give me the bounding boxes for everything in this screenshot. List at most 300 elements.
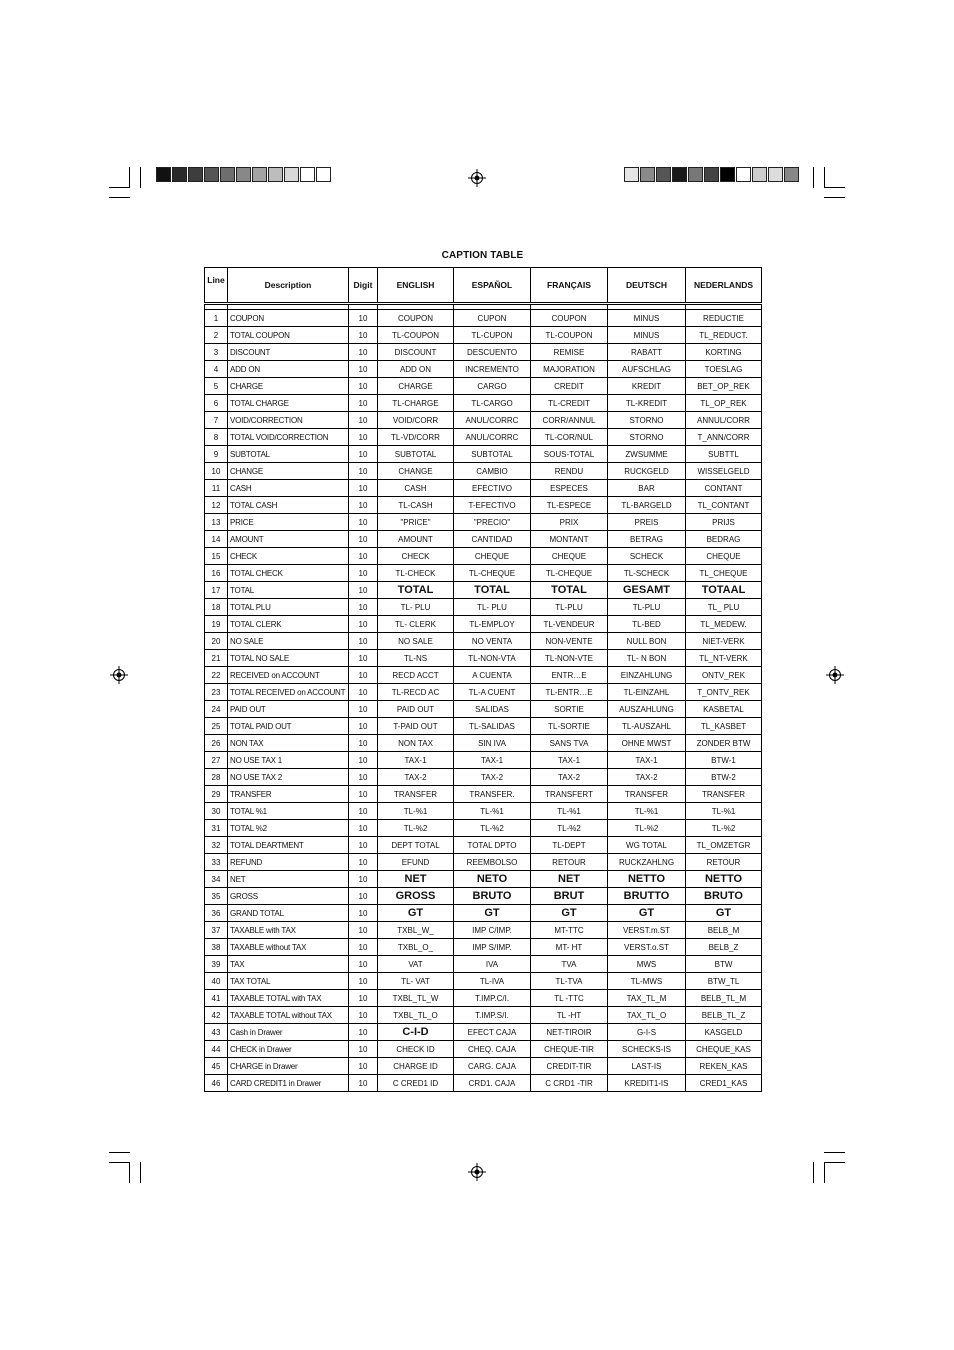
table-row [205,344,762,361]
cell-english: NO SALE [378,633,454,650]
table-row [205,684,762,701]
cell-francais: TL -HT [531,1007,608,1024]
cell-line: 16 [205,565,228,582]
cell-deutsch: G-I-S [608,1024,686,1041]
cell-english: COUPON [378,310,454,327]
cell-nederlands: TL_OMZETGR [686,837,762,854]
cell-line: 26 [205,735,228,752]
cell-espanol: TL-A CUENT [454,684,531,701]
cell-francais: MT- HT [531,939,608,956]
cell-francais: MONTANT [531,531,608,548]
cell-description: SUBTOTAL [228,446,349,463]
cell-digit: 10 [349,667,378,684]
cell-deutsch: TAX-2 [608,769,686,786]
table-row [205,446,762,463]
cell-nederlands: BELB_M [686,922,762,939]
cell-nederlands: BELB_TL_Z [686,1007,762,1024]
cell-line: 4 [205,361,228,378]
cell-deutsch: GESAMT [608,582,686,599]
cell-description: TOTAL RECEIVED on ACCOUNT [228,684,349,701]
cell-description: CHECK in Drawer [228,1041,349,1058]
cell-english: TL-CHECK [378,565,454,582]
cell-espanol: A CUENTA [454,667,531,684]
calibration-swatch [252,167,267,182]
cell-espanol: TRANSFER. [454,786,531,803]
cell-line: 39 [205,956,228,973]
table-row [205,378,762,395]
cell-francais: C CRD1 -TIR [531,1075,608,1092]
cell-nederlands: GT [686,905,762,922]
cell-description: COUPON [228,310,349,327]
cell-line: 32 [205,837,228,854]
registration-mark-icon [826,666,844,684]
cell-deutsch: BRUTTO [608,888,686,905]
cell-digit: 10 [349,922,378,939]
table-row [205,548,762,565]
cell-digit: 10 [349,752,378,769]
cell-espanol: TL- PLU [454,599,531,616]
column-header-line: Line [205,268,228,304]
cell-english: EFUND [378,854,454,871]
cell-espanol: CAMBIO [454,463,531,480]
cell-francais: RENDU [531,463,608,480]
table-row [205,701,762,718]
table-row [205,616,762,633]
cell-deutsch: RUCKZAHLNG [608,854,686,871]
cell-english: CHARGE [378,378,454,395]
table-row [205,735,762,752]
cell-nederlands: REKEN_KAS [686,1058,762,1075]
calibration-swatch [720,167,735,182]
cell-description: TAXABLE without TAX [228,939,349,956]
cell-espanol: GT [454,905,531,922]
cell-espanol: BRUTO [454,888,531,905]
registration-mark-icon [468,169,486,187]
cell-espanol: TL-CARGO [454,395,531,412]
cell-digit: 10 [349,412,378,429]
table-row [205,1058,762,1075]
cell-francais: TL-ESPECE [531,497,608,514]
cell-nederlands: BTW-2 [686,769,762,786]
cell-english: TL-RECD AC [378,684,454,701]
calibration-swatch [704,167,719,182]
cell-description: PAID OUT [228,701,349,718]
cell-deutsch: KREDIT [608,378,686,395]
cell-nederlands: BEDRAG [686,531,762,548]
cell-description: Cash in Drawer [228,1024,349,1041]
table-row [205,939,762,956]
calibration-swatch [640,167,655,182]
cell-francais: TL-TVA [531,973,608,990]
cell-francais: SORTIE [531,701,608,718]
cell-espanol: CARG. CAJA [454,1058,531,1075]
cell-deutsch: STORNO [608,429,686,446]
cell-nederlands: TL_REDUCT. [686,327,762,344]
cell-francais: TL-SORTIE [531,718,608,735]
cell-digit: 10 [349,497,378,514]
cell-nederlands: NETTO [686,871,762,888]
cell-francais: TAX-1 [531,752,608,769]
cell-line: 7 [205,412,228,429]
calibration-swatch [688,167,703,182]
cell-espanol: CANTIDAD [454,531,531,548]
cell-nederlands: BET_OP_REK [686,378,762,395]
table-row [205,786,762,803]
calibration-swatch [300,167,315,182]
cell-espanol: IMP C/IMP. [454,922,531,939]
color-calibration-strip-right [624,167,800,182]
cell-description: TRANSFER [228,786,349,803]
color-calibration-strip-left [156,167,332,182]
cell-description: TOTAL COUPON [228,327,349,344]
cell-description: TOTAL CLERK [228,616,349,633]
cell-nederlands: BTW [686,956,762,973]
cell-deutsch: NETTO [608,871,686,888]
table-row [205,752,762,769]
cell-english: TAX-2 [378,769,454,786]
table-row [205,803,762,820]
cell-espanol: IMP S/IMP. [454,939,531,956]
calibration-swatch [752,167,767,182]
cell-line: 9 [205,446,228,463]
cell-digit: 10 [349,939,378,956]
cell-description: TAXABLE TOTAL with TAX [228,990,349,1007]
cell-line: 8 [205,429,228,446]
cell-francais: TOTAL [531,582,608,599]
cell-line: 44 [205,1041,228,1058]
cell-nederlands: TL_NT-VERK [686,650,762,667]
cell-deutsch: TL-PLU [608,599,686,616]
cell-line: 27 [205,752,228,769]
cell-english: CASH [378,480,454,497]
cell-nederlands: KORTING [686,344,762,361]
cell-francais: NET-TIROIR [531,1024,608,1041]
cell-deutsch: TAX_TL_O [608,1007,686,1024]
cell-nederlands: TRANSFER [686,786,762,803]
cell-digit: 10 [349,633,378,650]
cell-digit: 10 [349,531,378,548]
column-header-digit: Digit [349,268,378,304]
cell-espanol: T.IMP.C/I. [454,990,531,1007]
cell-nederlands: TL_KASBET [686,718,762,735]
cell-line: 34 [205,871,228,888]
cell-espanol: EFECTIVO [454,480,531,497]
page-title: CAPTION TABLE [441,250,524,261]
cell-deutsch: TL-%1 [608,803,686,820]
cell-digit: 10 [349,854,378,871]
column-header-espanol: ESPAÑOL [454,268,531,304]
cell-digit: 10 [349,548,378,565]
cell-espanol: EFECT CAJA [454,1024,531,1041]
cell-deutsch: SCHECKS-IS [608,1041,686,1058]
table-row [205,1007,762,1024]
cell-francais: TL-COR/NUL [531,429,608,446]
cell-deutsch: TAX-1 [608,752,686,769]
cell-description: TOTAL CHARGE [228,395,349,412]
cell-nederlands: TL_MEDEW. [686,616,762,633]
table-row [205,565,762,582]
cell-francais: PRIX [531,514,608,531]
cell-nederlands: CHEQUE_KAS [686,1041,762,1058]
cell-line: 40 [205,973,228,990]
cell-digit: 10 [349,650,378,667]
cell-line: 2 [205,327,228,344]
table-row [205,837,762,854]
cell-english: TXBL_TL_W [378,990,454,1007]
cell-english: RECD ACCT [378,667,454,684]
cell-espanol: TL-EMPLOY [454,616,531,633]
cell-nederlands: RETOUR [686,854,762,871]
cell-espanol: CUPON [454,310,531,327]
cell-deutsch: TL-%2 [608,820,686,837]
cell-deutsch: KREDIT1-IS [608,1075,686,1092]
cell-description: ADD ON [228,361,349,378]
cell-nederlands: TOTAAL [686,582,762,599]
cell-deutsch: OHNE MWST [608,735,686,752]
cell-deutsch: VERST.o.ST [608,939,686,956]
cell-digit: 10 [349,480,378,497]
cell-digit: 10 [349,718,378,735]
table-row [205,650,762,667]
cell-digit: 10 [349,990,378,1007]
table-row [205,531,762,548]
calibration-swatch [624,167,639,182]
cell-line: 17 [205,582,228,599]
cell-deutsch: TL-MWS [608,973,686,990]
table-row [205,1075,762,1092]
cell-line: 30 [205,803,228,820]
cell-espanol: ANUL/CORRC [454,429,531,446]
cell-deutsch: ZWSUMME [608,446,686,463]
cell-nederlands: CHEQUE [686,548,762,565]
cell-francais: SANS TVA [531,735,608,752]
cell-deutsch: LAST-IS [608,1058,686,1075]
cell-digit: 10 [349,582,378,599]
cell-digit: 10 [349,769,378,786]
cell-english: CHANGE [378,463,454,480]
cell-english: GROSS [378,888,454,905]
cell-english: NET [378,871,454,888]
cell-deutsch: TRANSFER [608,786,686,803]
cell-francais: COUPON [531,310,608,327]
cell-description: RECEIVED on ACCOUNT [228,667,349,684]
cell-francais: GT [531,905,608,922]
cell-line: 38 [205,939,228,956]
cell-deutsch: RUCKGELD [608,463,686,480]
cell-description: TOTAL CASH [228,497,349,514]
cell-espanol: T.IMP.S/I. [454,1007,531,1024]
cell-english: TL-CASH [378,497,454,514]
cell-francais: MT-TTC [531,922,608,939]
cell-english: CHARGE ID [378,1058,454,1075]
cell-espanol: TOTAL DPTO [454,837,531,854]
cell-francais: TL -TTC [531,990,608,1007]
cell-english: VAT [378,956,454,973]
cell-espanol: TL-IVA [454,973,531,990]
table-row [205,480,762,497]
cell-nederlands: BRUTO [686,888,762,905]
table-row [205,310,762,327]
cell-description: AMOUNT [228,531,349,548]
table-row [205,990,762,1007]
cell-nederlands: TL_CONTANT [686,497,762,514]
table-row [205,497,762,514]
cell-line: 33 [205,854,228,871]
cell-deutsch: TL-AUSZAHL [608,718,686,735]
cell-english: CHECK [378,548,454,565]
cell-nederlands: BELB_Z [686,939,762,956]
cell-espanol: "PRECIO" [454,514,531,531]
cell-line: 37 [205,922,228,939]
cell-francais: RETOUR [531,854,608,871]
cell-digit: 10 [349,1058,378,1075]
cell-espanol: TL-%2 [454,820,531,837]
cell-english: TAX-1 [378,752,454,769]
cell-deutsch: WG TOTAL [608,837,686,854]
cell-english: C CRED1 ID [378,1075,454,1092]
cell-description: TAXABLE with TAX [228,922,349,939]
cell-francais: SOUS-TOTAL [531,446,608,463]
calibration-swatch [156,167,171,182]
cell-digit: 10 [349,786,378,803]
cell-francais: CHEQUE-TIR [531,1041,608,1058]
cell-digit: 10 [349,837,378,854]
cell-description: TOTAL [228,582,349,599]
cell-english: DEPT TOTAL [378,837,454,854]
cell-francais: BRUT [531,888,608,905]
calibration-swatch [768,167,783,182]
cell-nederlands: TL-%2 [686,820,762,837]
cell-description: TAX [228,956,349,973]
cell-english: TL-%2 [378,820,454,837]
cell-description: TOTAL CHECK [228,565,349,582]
cell-english: TL- VAT [378,973,454,990]
cell-digit: 10 [349,327,378,344]
cell-deutsch: PREIS [608,514,686,531]
cell-description: VOID/CORRECTION [228,412,349,429]
cell-english: TOTAL [378,582,454,599]
cell-deutsch: BAR [608,480,686,497]
cell-nederlands: T_ANN/CORR [686,429,762,446]
cell-digit: 10 [349,514,378,531]
cell-deutsch: EINZAHLUNG [608,667,686,684]
cell-description: CHARGE in Drawer [228,1058,349,1075]
cell-english: T-PAID OUT [378,718,454,735]
cell-deutsch: VERST.m.ST [608,922,686,939]
cell-deutsch: TL-KREDIT [608,395,686,412]
cell-francais: NET [531,871,608,888]
table-row [205,973,762,990]
cell-espanol: SUBTOTAL [454,446,531,463]
cell-deutsch: NULL BON [608,633,686,650]
table-row [205,956,762,973]
cell-description: NON TAX [228,735,349,752]
cell-nederlands: BTW-1 [686,752,762,769]
cell-description: DISCOUNT [228,344,349,361]
cell-nederlands: WISSELGELD [686,463,762,480]
cell-description: CHECK [228,548,349,565]
cell-english: TL- CLERK [378,616,454,633]
cell-description: CHARGE [228,378,349,395]
calibration-swatch [236,167,251,182]
table-body [205,310,762,1092]
cell-deutsch: TL-BARGELD [608,497,686,514]
cell-deutsch: BETRAG [608,531,686,548]
cell-description: NO SALE [228,633,349,650]
cell-espanol: CRD1. CAJA [454,1075,531,1092]
cell-english: TL-NS [378,650,454,667]
cell-description: TOTAL %1 [228,803,349,820]
cell-line: 28 [205,769,228,786]
table-row [205,1024,762,1041]
cell-english: CHECK ID [378,1041,454,1058]
table-row [205,599,762,616]
cell-description: TAXABLE TOTAL without TAX [228,1007,349,1024]
table-row [205,871,762,888]
cell-digit: 10 [349,871,378,888]
caption-table [204,267,762,1092]
cell-espanol: TAX-1 [454,752,531,769]
cell-francais: TL-VENDEUR [531,616,608,633]
cell-line: 20 [205,633,228,650]
cell-deutsch: GT [608,905,686,922]
column-header-francais: FRANÇAIS [531,268,608,304]
cell-deutsch: MWS [608,956,686,973]
table-row [205,463,762,480]
cell-digit: 10 [349,599,378,616]
cell-francais: ENTR…E [531,667,608,684]
cell-line: 41 [205,990,228,1007]
cell-nederlands: TL_OP_REK [686,395,762,412]
cell-espanol: SIN IVA [454,735,531,752]
cell-description: TOTAL NO SALE [228,650,349,667]
cell-nederlands: REDUCTIE [686,310,762,327]
table-header-row [205,268,762,304]
cell-line: 29 [205,786,228,803]
table-row [205,429,762,446]
table-row [205,514,762,531]
cell-line: 13 [205,514,228,531]
cell-espanol: REEMBOLSO [454,854,531,871]
cell-francais: TL-%2 [531,820,608,837]
cell-english: DISCOUNT [378,344,454,361]
cell-digit: 10 [349,361,378,378]
cell-digit: 10 [349,1024,378,1041]
cell-digit: 10 [349,565,378,582]
cell-line: 42 [205,1007,228,1024]
cell-description: TOTAL PLU [228,599,349,616]
cell-francais: REMISE [531,344,608,361]
cell-description: NO USE TAX 1 [228,752,349,769]
cell-espanol: INCREMENTO [454,361,531,378]
cell-english: TXBL_O_ [378,939,454,956]
table-row [205,582,762,599]
cell-francais: ESPECES [531,480,608,497]
cell-description: TOTAL %2 [228,820,349,837]
calibration-swatch [204,167,219,182]
calibration-swatch [172,167,187,182]
cell-digit: 10 [349,463,378,480]
cell-espanol: CHEQUE [454,548,531,565]
cell-english: NON TAX [378,735,454,752]
table-row [205,412,762,429]
cell-digit: 10 [349,395,378,412]
cell-description: PRICE [228,514,349,531]
table-row [205,633,762,650]
cell-digit: 10 [349,616,378,633]
cell-description: GRAND TOTAL [228,905,349,922]
cell-nederlands: BTW_TL [686,973,762,990]
